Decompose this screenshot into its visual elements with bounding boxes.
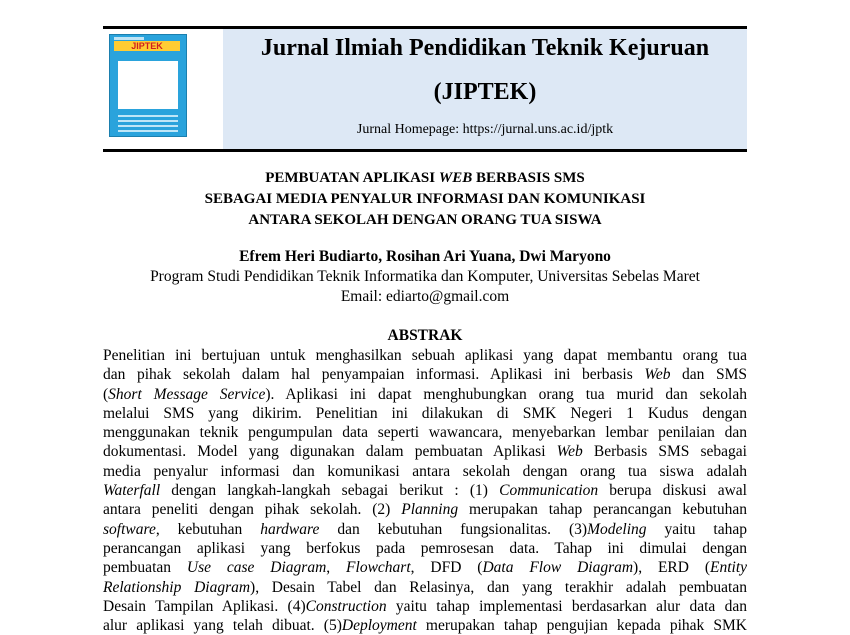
author-block bbox=[103, 247, 747, 307]
abstract-text: merupakan tahap pengujian kepada pihak SMK bbox=[416, 617, 747, 635]
cover-text-lines bbox=[118, 115, 178, 135]
abstract-text: media penyalur informasi dan komunikasi antara sekolah dengan orang tua siswa adalah bbox=[103, 462, 747, 480]
abstract-italic-term: Use case Diagram bbox=[186, 559, 327, 577]
abstract-text: dan pihak sekolah dalam hal penyampaian informasi. Aplikasi ini berbasis bbox=[103, 366, 645, 384]
abstract-text: antara peneliti dengan pihak sekolah. (2) bbox=[103, 501, 402, 519]
abstract-body bbox=[103, 346, 747, 635]
abstract-italic-term: software bbox=[103, 520, 156, 538]
abstract-line bbox=[103, 578, 747, 597]
abstract-text: pembuatan bbox=[103, 559, 187, 577]
abstract-text: alur aplikasi yang telah dibuat. (5) bbox=[103, 617, 342, 635]
abstract-italic-term: Entity bbox=[710, 559, 748, 577]
abstract-line bbox=[103, 404, 747, 423]
author-email: Email: ediarto@gmail.com bbox=[340, 288, 510, 305]
abstract-text: Desain Tampilan Aplikasi. (4) bbox=[103, 597, 306, 615]
journal-header bbox=[103, 26, 747, 152]
abstract-line bbox=[103, 365, 747, 384]
abstract-italic-term: Data Flow Diagram bbox=[482, 559, 634, 577]
abstract-line bbox=[103, 558, 747, 577]
abstract-italic-term: Communication bbox=[499, 482, 599, 500]
abstract-line bbox=[103, 423, 747, 442]
abstract-text: dengan langkah-langkah sebagai berikut : (1) bbox=[160, 482, 500, 500]
abstract-text: , DFD ( bbox=[410, 559, 483, 577]
abstract-line bbox=[103, 539, 747, 558]
abstract-italic-term: Flowchart bbox=[346, 559, 411, 577]
abstract-line bbox=[103, 520, 747, 539]
abstract-text: ). Aplikasi ini dapat menghubungkan orang tua murid dan sekolah bbox=[265, 385, 747, 403]
abstract-text: melalui SMS yang dikirim. Penelitian ini dilakukan di SMK Negeri 1 Kudus dengan bbox=[103, 404, 747, 422]
abstract-text: dan SMS bbox=[670, 366, 747, 384]
article-title bbox=[103, 168, 747, 231]
abstract-heading: ABSTRAK bbox=[387, 327, 463, 344]
author-names: Efrem Heri Budiarto, Rosihan Ari Yuana, Dwi Maryono bbox=[239, 248, 611, 265]
abstract-italic-term: Waterfall bbox=[103, 482, 161, 500]
abstract-text: Berbasis SMS sebagai bbox=[582, 443, 747, 461]
abstract-italic-term: Deployment bbox=[341, 617, 417, 635]
abstract-italic-term: Web bbox=[556, 443, 583, 461]
abstract-italic-term: Relationship Diagram bbox=[103, 578, 251, 596]
cover-logo: JIPTEK bbox=[114, 41, 180, 51]
abstract-text: yaitu tahap bbox=[646, 520, 747, 538]
author-affiliation: Program Studi Pendidikan Teknik Informatika dan Komputer, Universitas Sebelas Maret bbox=[150, 268, 700, 285]
journal-cover-image bbox=[109, 34, 187, 137]
abstract-italic-term: Modeling bbox=[587, 520, 647, 538]
abstract-line bbox=[103, 616, 747, 635]
abstract-text: merupakan tahap perancangan kebutuhan bbox=[458, 501, 747, 519]
abstract-text: perancangan aplikasi yang berfokus pada pemrosesan data. Tahap ini dimulai dengan bbox=[103, 539, 747, 557]
abstract-text: Penelitian ini bertujuan untuk menghasilkan sebuah aplikasi yang dapat membantu orang tua bbox=[103, 347, 747, 364]
abstract-text: ), ERD ( bbox=[633, 559, 710, 577]
abstract-text: berupa diskusi awal bbox=[598, 482, 747, 500]
abstract-text: , kebutuhan bbox=[155, 520, 261, 538]
title-line-2: SEBAGAI MEDIA PENYALUR INFORMASI DAN KOMUNIKASI bbox=[204, 191, 646, 207]
abstract-line bbox=[103, 500, 747, 519]
abstract-italic-term: Construction bbox=[305, 597, 387, 615]
abstract-text: yaitu tahap implementasi berdasarkan alur data dan bbox=[386, 597, 748, 615]
title-line-3: ANTARA SEKOLAH DENGAN ORANG TUA SISWA bbox=[248, 212, 602, 228]
abstract-line bbox=[103, 346, 747, 365]
abstract-line bbox=[103, 462, 747, 481]
abstract-line bbox=[103, 385, 747, 404]
journal-abbreviation: (JIPTEK) bbox=[433, 79, 537, 105]
abstract-italic-term: hardware bbox=[260, 520, 320, 538]
abstract-line bbox=[103, 481, 747, 500]
journal-homepage: Jurnal Homepage: https://jurnal.uns.ac.id/jptk bbox=[356, 122, 614, 137]
abstract-italic-term: Web bbox=[644, 366, 671, 384]
abstract-line bbox=[103, 442, 747, 461]
abstract-text: ), Desain Tabel dan Relasinya, dan yang terakhir adalah pembuatan bbox=[250, 578, 747, 596]
abstract-text: ( bbox=[103, 385, 109, 403]
title-line-1: PEMBUATAN APLIKASI WEB BERBASIS SMS bbox=[265, 170, 585, 186]
abstract-line bbox=[103, 597, 747, 616]
journal-title: Jurnal Ilmiah Pendidikan Teknik Kejuruan bbox=[260, 35, 710, 61]
abstract-italic-term: Short Message Service bbox=[108, 385, 266, 403]
cover-strip bbox=[114, 37, 144, 40]
abstract-italic-term: Planning bbox=[401, 501, 459, 519]
cover-white-box bbox=[118, 61, 178, 109]
abstract-text: dokumentasi. Model yang digunakan dalam pembuatan Aplikasi bbox=[103, 443, 557, 461]
abstract-text: dan kebutuhan fungsionalitas. (3) bbox=[319, 520, 588, 538]
abstract-text: menggunakan teknik pengumpulan data seperti wawancara, menyebarkan lembar penilaian dan bbox=[103, 424, 747, 442]
abstract-text: , bbox=[326, 559, 347, 577]
